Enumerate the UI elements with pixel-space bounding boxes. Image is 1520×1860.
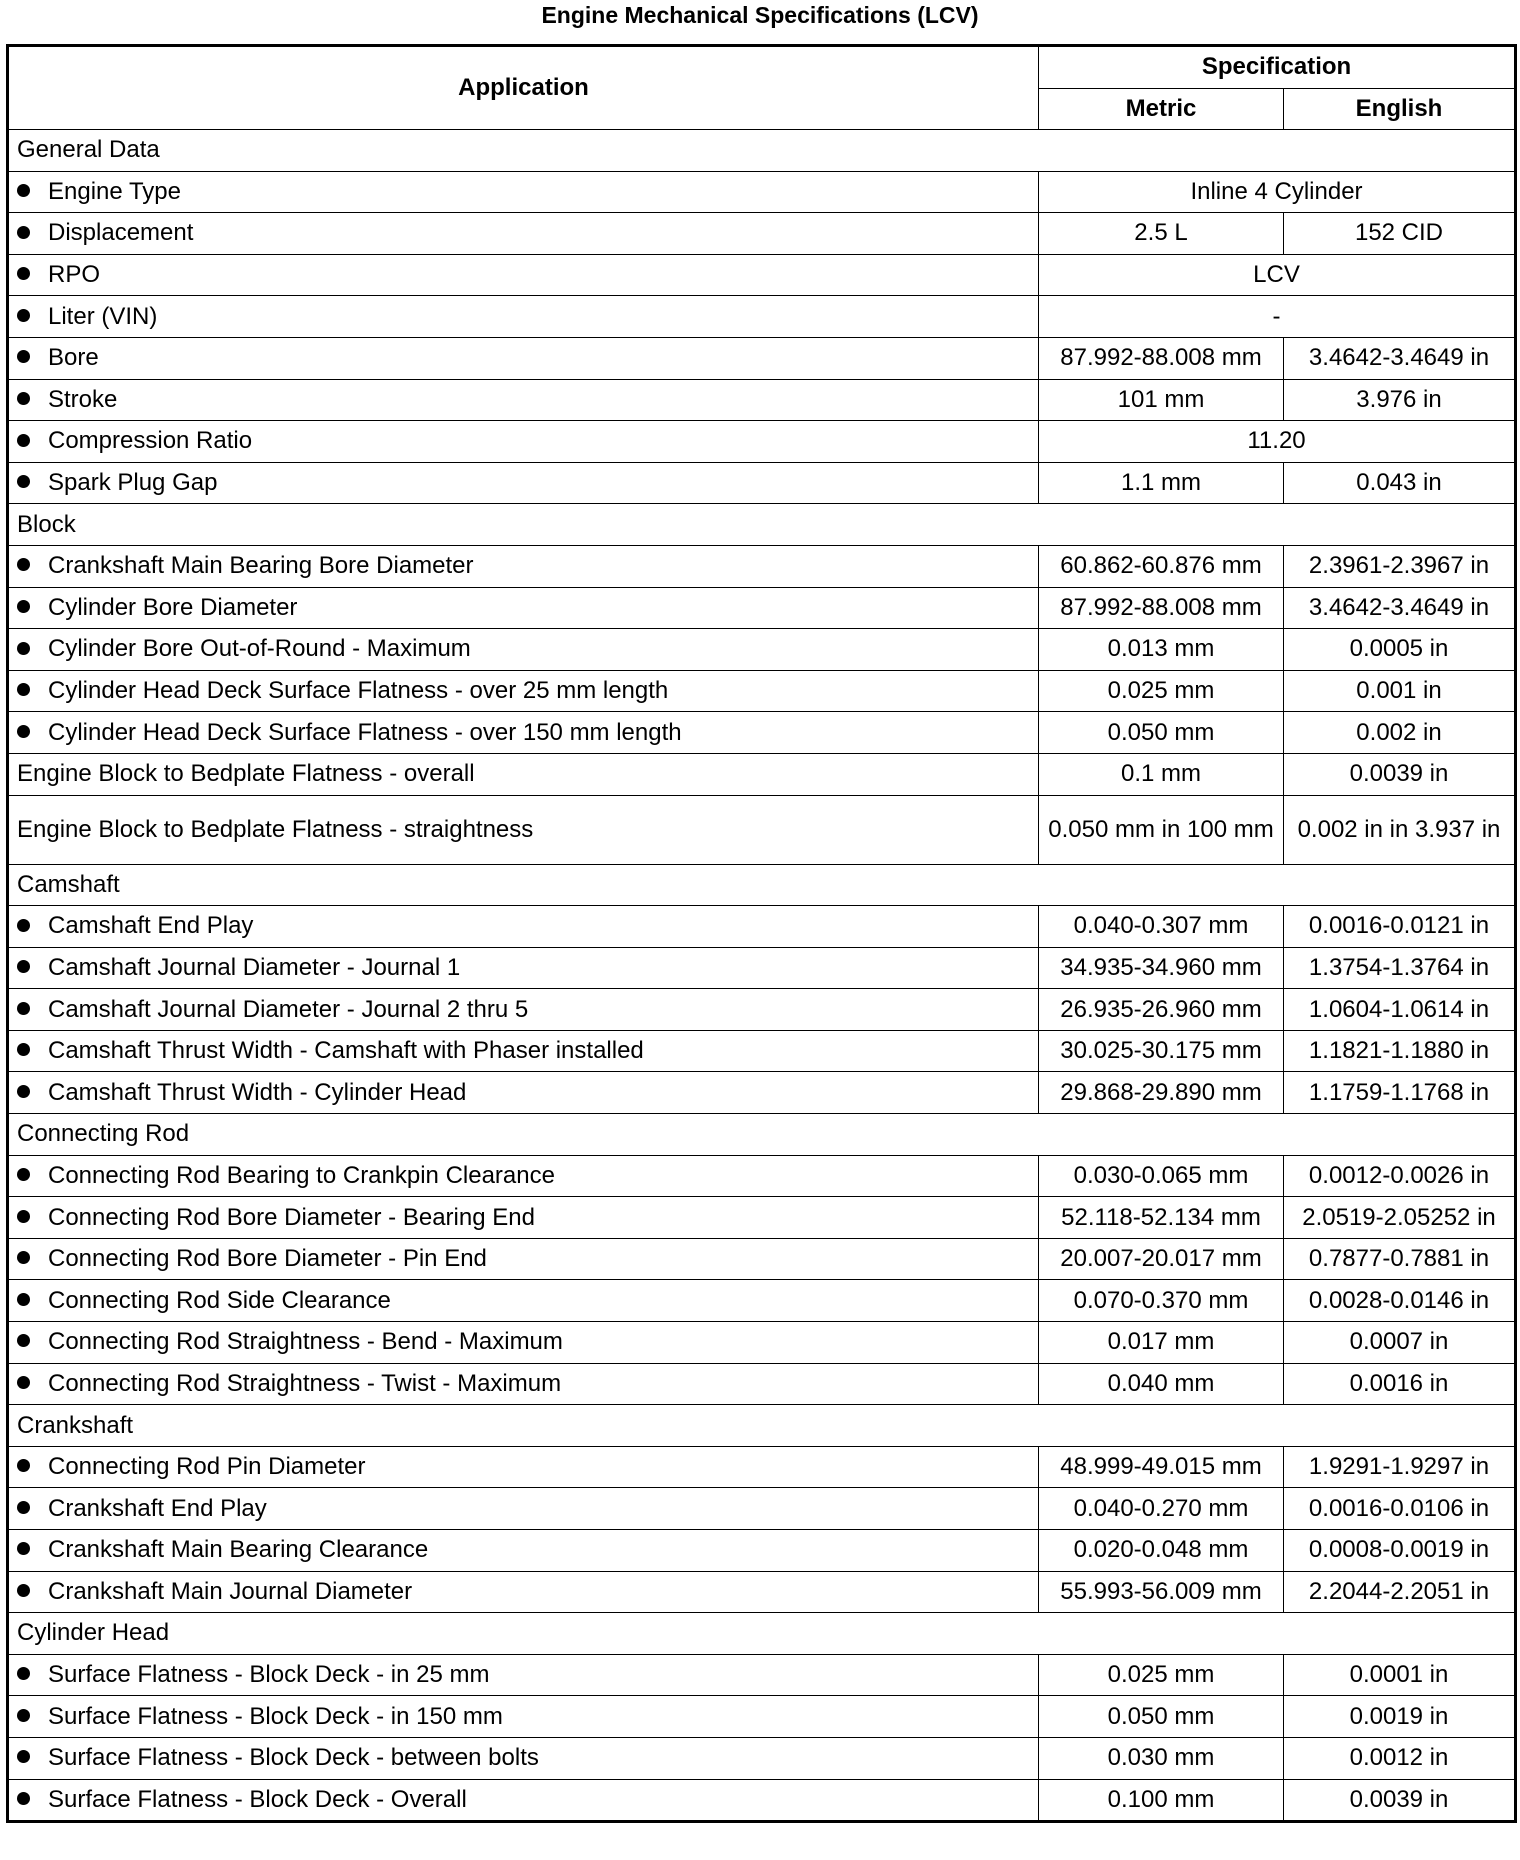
- application-cell: [8, 1155, 1039, 1197]
- table-row: [8, 1737, 1516, 1779]
- section-label: Block: [8, 504, 1516, 546]
- bullet-icon: [17, 226, 30, 239]
- bullet-icon: [17, 434, 30, 447]
- bullet-icon: [17, 1043, 30, 1056]
- bullet-icon: [17, 392, 30, 405]
- table-row: [8, 670, 1516, 712]
- metric-value-cell: 0.040-0.270 mm: [1039, 1488, 1284, 1530]
- application-label: Cylinder Head Deck Surface Flatness - over 150 mm length: [48, 718, 682, 746]
- application-label: Engine Type: [48, 177, 181, 205]
- english-value-cell: 2.0519-2.05252 in: [1284, 1197, 1516, 1239]
- table-row: [8, 1363, 1516, 1405]
- bullet-icon: [17, 184, 30, 197]
- metric-value-cell: 0.050 mm: [1039, 712, 1284, 754]
- application-label: Compression Ratio: [48, 427, 253, 455]
- metric-value-cell: 0.100 mm: [1039, 1779, 1284, 1822]
- application-label: Surface Flatness - Block Deck - in 25 mm: [48, 1661, 490, 1689]
- section-row: [8, 864, 1516, 906]
- bullet-icon: [17, 1459, 30, 1472]
- english-value-cell: 1.1821-1.1880 in: [1284, 1030, 1516, 1072]
- table-row: [8, 1030, 1516, 1072]
- table-row: [8, 1446, 1516, 1488]
- application-cell: [8, 753, 1039, 795]
- application-label: Camshaft Thrust Width - Cylinder Head: [48, 1078, 467, 1106]
- application-cell: [8, 1280, 1039, 1322]
- section-row: [8, 504, 1516, 546]
- english-value-cell: 0.002 in in 3.937 in: [1284, 795, 1516, 864]
- application-cell: [8, 989, 1039, 1031]
- table-row: [8, 753, 1516, 795]
- metric-value-cell: 60.862-60.876 mm: [1039, 545, 1284, 587]
- section-label: Crankshaft: [8, 1405, 1516, 1447]
- table-row: [8, 1779, 1516, 1822]
- metric-value-cell: 87.992-88.008 mm: [1039, 587, 1284, 629]
- bullet-icon: [17, 600, 30, 613]
- english-value-cell: 1.3754-1.3764 in: [1284, 947, 1516, 989]
- table-row: [8, 1322, 1516, 1364]
- application-cell: [8, 1571, 1039, 1613]
- application-cell: [8, 795, 1039, 864]
- bullet-icon: [17, 1501, 30, 1514]
- table-row: [8, 587, 1516, 629]
- english-value-cell: 0.0016-0.0106 in: [1284, 1488, 1516, 1530]
- english-value-cell: 0.7877-0.7881 in: [1284, 1238, 1516, 1280]
- application-cell: [8, 213, 1039, 255]
- bullet-icon: [17, 1168, 30, 1181]
- english-value-cell: 1.1759-1.1768 in: [1284, 1072, 1516, 1114]
- application-cell: [8, 379, 1039, 421]
- application-label: Engine Block to Bedplate Flatness - overall: [17, 760, 475, 788]
- table-row: [8, 1571, 1516, 1613]
- english-value-cell: 0.001 in: [1284, 670, 1516, 712]
- application-cell: [8, 1654, 1039, 1696]
- metric-value-cell: 55.993-56.009 mm: [1039, 1571, 1284, 1613]
- application-label: Engine Block to Bedplate Flatness - straightness: [17, 815, 534, 843]
- metric-value-cell: 0.020-0.048 mm: [1039, 1530, 1284, 1572]
- bullet-icon: [17, 683, 30, 696]
- metric-value-cell: 34.935-34.960 mm: [1039, 947, 1284, 989]
- application-label: Crankshaft Main Bearing Clearance: [48, 1536, 429, 1564]
- metric-value-cell: 0.025 mm: [1039, 670, 1284, 712]
- header-metric: Metric: [1039, 88, 1284, 130]
- english-value-cell: 0.0001 in: [1284, 1654, 1516, 1696]
- application-cell: [8, 712, 1039, 754]
- application-label: Surface Flatness - Block Deck - in 150 mm: [48, 1702, 503, 1730]
- application-cell: [8, 906, 1039, 948]
- application-cell: [8, 296, 1039, 338]
- application-cell: [8, 337, 1039, 379]
- section-row: [8, 1114, 1516, 1156]
- metric-value-cell: 0.017 mm: [1039, 1322, 1284, 1364]
- table-row: [8, 947, 1516, 989]
- application-label: Cylinder Head Deck Surface Flatness - over 25 mm length: [48, 677, 669, 705]
- bullet-icon: [17, 1002, 30, 1015]
- spec-value-cell: LCV: [1039, 254, 1516, 296]
- metric-value-cell: 1.1 mm: [1039, 462, 1284, 504]
- english-value-cell: 1.0604-1.0614 in: [1284, 989, 1516, 1031]
- metric-value-cell: 20.007-20.017 mm: [1039, 1238, 1284, 1280]
- spec-value-cell: -: [1039, 296, 1516, 338]
- application-label: Surface Flatness - Block Deck - Overall: [48, 1785, 467, 1813]
- application-label: Spark Plug Gap: [48, 469, 218, 497]
- application-label: Connecting Rod Straightness - Twist - Maximum: [48, 1369, 562, 1397]
- metric-value-cell: 0.070-0.370 mm: [1039, 1280, 1284, 1322]
- application-label: Connecting Rod Bore Diameter - Bearing End: [48, 1203, 535, 1231]
- application-label: Liter (VIN): [48, 302, 158, 330]
- header-application: Application: [8, 46, 1039, 130]
- spec-value-cell: 11.20: [1039, 421, 1516, 463]
- application-label: Camshaft End Play: [48, 912, 254, 940]
- application-cell: [8, 1530, 1039, 1572]
- table-row: [8, 712, 1516, 754]
- section-label: General Data: [8, 130, 1516, 172]
- english-value-cell: 0.0016 in: [1284, 1363, 1516, 1405]
- table-row: [8, 545, 1516, 587]
- english-value-cell: 0.0012 in: [1284, 1737, 1516, 1779]
- application-label: Displacement: [48, 219, 194, 247]
- table-row: [8, 213, 1516, 255]
- section-row: [8, 1613, 1516, 1655]
- table-row: [8, 1530, 1516, 1572]
- english-value-cell: 0.0016-0.0121 in: [1284, 906, 1516, 948]
- english-value-cell: 0.0039 in: [1284, 1779, 1516, 1822]
- application-label: Crankshaft Main Journal Diameter: [48, 1577, 413, 1605]
- metric-value-cell: 0.1 mm: [1039, 753, 1284, 795]
- english-value-cell: 0.0005 in: [1284, 629, 1516, 671]
- bullet-icon: [17, 642, 30, 655]
- application-cell: [8, 545, 1039, 587]
- application-label: Connecting Rod Pin Diameter: [48, 1453, 366, 1481]
- section-label: Connecting Rod: [8, 1114, 1516, 1156]
- application-cell: [8, 1238, 1039, 1280]
- table-row: [8, 1155, 1516, 1197]
- english-value-cell: 0.043 in: [1284, 462, 1516, 504]
- header-english: English: [1284, 88, 1516, 130]
- metric-value-cell: 0.030 mm: [1039, 1737, 1284, 1779]
- page-title: Engine Mechanical Specifications (LCV): [541, 2, 979, 28]
- application-cell: [8, 947, 1039, 989]
- table-row: [8, 421, 1516, 463]
- spec-value-cell: Inline 4 Cylinder: [1039, 171, 1516, 213]
- bullet-icon: [17, 267, 30, 280]
- english-value-cell: 152 CID: [1284, 213, 1516, 255]
- english-value-cell: 0.0007 in: [1284, 1322, 1516, 1364]
- application-label: Crankshaft Main Bearing Bore Diameter: [48, 552, 474, 580]
- metric-value-cell: 0.050 mm: [1039, 1696, 1284, 1738]
- application-label: Camshaft Journal Diameter - Journal 2 thru 5: [48, 995, 529, 1023]
- application-label: Connecting Rod Bore Diameter - Pin End: [48, 1245, 487, 1273]
- bullet-icon: [17, 475, 30, 488]
- bullet-icon: [17, 1376, 30, 1389]
- bullet-icon: [17, 558, 30, 571]
- table-row: [8, 171, 1516, 213]
- application-label: Camshaft Journal Diameter - Journal 1: [48, 953, 461, 981]
- metric-value-cell: 48.999-49.015 mm: [1039, 1446, 1284, 1488]
- bullet-icon: [17, 919, 30, 932]
- english-value-cell: 3.4642-3.4649 in: [1284, 337, 1516, 379]
- table-row: [8, 1654, 1516, 1696]
- application-label: Cylinder Bore Diameter: [48, 593, 298, 621]
- metric-value-cell: 26.935-26.960 mm: [1039, 989, 1284, 1031]
- table-row: [8, 989, 1516, 1031]
- bullet-icon: [17, 1584, 30, 1597]
- metric-value-cell: 30.025-30.175 mm: [1039, 1030, 1284, 1072]
- application-cell: [8, 1488, 1039, 1530]
- application-label: Stroke: [48, 385, 118, 413]
- table-row: [8, 462, 1516, 504]
- metric-value-cell: 87.992-88.008 mm: [1039, 337, 1284, 379]
- table-row: [8, 337, 1516, 379]
- application-label: Connecting Rod Bearing to Crankpin Clearance: [48, 1161, 555, 1189]
- english-value-cell: 2.3961-2.3967 in: [1284, 545, 1516, 587]
- application-cell: [8, 1322, 1039, 1364]
- bullet-icon: [17, 1210, 30, 1223]
- application-label: RPO: [48, 261, 101, 289]
- table-row: [8, 795, 1516, 864]
- application-cell: [8, 1446, 1039, 1488]
- table-row: [8, 379, 1516, 421]
- table-row: [8, 1696, 1516, 1738]
- application-cell: [8, 1737, 1039, 1779]
- table-row: [8, 629, 1516, 671]
- english-value-cell: 1.9291-1.9297 in: [1284, 1446, 1516, 1488]
- section-row: [8, 1405, 1516, 1447]
- bullet-icon: [17, 1750, 30, 1763]
- application-cell: [8, 629, 1039, 671]
- metric-value-cell: 2.5 L: [1039, 213, 1284, 255]
- english-value-cell: 2.2044-2.2051 in: [1284, 1571, 1516, 1613]
- bullet-icon: [17, 1085, 30, 1098]
- application-cell: [8, 462, 1039, 504]
- application-label: Bore: [48, 344, 99, 372]
- english-value-cell: 3.4642-3.4649 in: [1284, 587, 1516, 629]
- metric-value-cell: 101 mm: [1039, 379, 1284, 421]
- metric-value-cell: 0.025 mm: [1039, 1654, 1284, 1696]
- bullet-icon: [17, 1792, 30, 1805]
- metric-value-cell: 0.013 mm: [1039, 629, 1284, 671]
- application-cell: [8, 254, 1039, 296]
- application-cell: [8, 1197, 1039, 1239]
- application-cell: [8, 1072, 1039, 1114]
- section-label: Cylinder Head: [8, 1613, 1516, 1655]
- spec-table: [6, 44, 1517, 1823]
- metric-value-cell: 29.868-29.890 mm: [1039, 1072, 1284, 1114]
- english-value-cell: 0.0019 in: [1284, 1696, 1516, 1738]
- application-label: Connecting Rod Straightness - Bend - Maximum: [48, 1328, 563, 1356]
- bullet-icon: [17, 1334, 30, 1347]
- table-row: [8, 1197, 1516, 1239]
- application-cell: [8, 587, 1039, 629]
- bullet-icon: [17, 309, 30, 322]
- section-label: Camshaft: [8, 864, 1516, 906]
- application-label: Connecting Rod Side Clearance: [48, 1286, 391, 1314]
- application-label: Surface Flatness - Block Deck - between bolts: [48, 1744, 539, 1772]
- english-value-cell: 0.0012-0.0026 in: [1284, 1155, 1516, 1197]
- table-row: [8, 296, 1516, 338]
- table-row: [8, 1072, 1516, 1114]
- bullet-icon: [17, 960, 30, 973]
- table-header: [8, 46, 1516, 130]
- application-cell: [8, 1363, 1039, 1405]
- application-label: Camshaft Thrust Width - Camshaft with Phaser installed: [48, 1037, 644, 1065]
- application-label: Cylinder Bore Out-of-Round - Maximum: [48, 635, 471, 663]
- metric-value-cell: 52.118-52.134 mm: [1039, 1197, 1284, 1239]
- application-label: Crankshaft End Play: [48, 1494, 267, 1522]
- bullet-icon: [17, 1667, 30, 1680]
- header-specification: Specification: [1039, 46, 1516, 89]
- table-row: [8, 1280, 1516, 1322]
- english-value-cell: 0.0039 in: [1284, 753, 1516, 795]
- english-value-cell: 0.002 in: [1284, 712, 1516, 754]
- metric-value-cell: 0.050 mm in 100 mm: [1039, 795, 1284, 864]
- bullet-icon: [17, 1293, 30, 1306]
- table-body: [8, 130, 1516, 1822]
- application-cell: [8, 171, 1039, 213]
- english-value-cell: 3.976 in: [1284, 379, 1516, 421]
- application-cell: [8, 670, 1039, 712]
- application-cell: [8, 421, 1039, 463]
- section-row: [8, 130, 1516, 172]
- metric-value-cell: 0.040-0.307 mm: [1039, 906, 1284, 948]
- english-value-cell: 0.0008-0.0019 in: [1284, 1530, 1516, 1572]
- english-value-cell: 0.0028-0.0146 in: [1284, 1280, 1516, 1322]
- table-row: [8, 1238, 1516, 1280]
- bullet-icon: [17, 1251, 30, 1264]
- application-cell: [8, 1696, 1039, 1738]
- table-row: [8, 1488, 1516, 1530]
- bullet-icon: [17, 725, 30, 738]
- metric-value-cell: 0.030-0.065 mm: [1039, 1155, 1284, 1197]
- table-row: [8, 906, 1516, 948]
- application-cell: [8, 1030, 1039, 1072]
- bullet-icon: [17, 1542, 30, 1555]
- bullet-icon: [17, 1709, 30, 1722]
- metric-value-cell: 0.040 mm: [1039, 1363, 1284, 1405]
- table-row: [8, 254, 1516, 296]
- bullet-icon: [17, 350, 30, 363]
- application-cell: [8, 1779, 1039, 1822]
